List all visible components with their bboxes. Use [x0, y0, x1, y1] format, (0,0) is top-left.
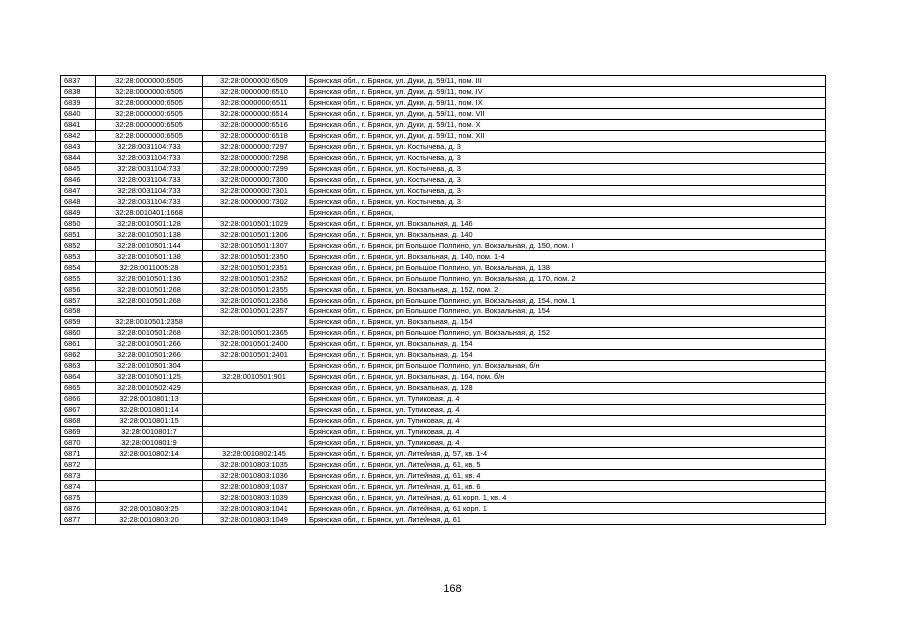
row-number-cell: 6854: [61, 262, 96, 273]
table-row: [61, 130, 826, 141]
cadastral-number-cell: 32:28:0010401:1668: [96, 207, 203, 218]
object-cadastral-number-cell: 32:28:0010501:2350: [203, 251, 306, 262]
address-cell: Брянская обл., г. Брянск, ул. Костычева, д. 3: [306, 163, 826, 174]
cadastral-number-cell: 32:28:0031104:733: [96, 163, 203, 174]
cadastral-number-cell: 32:28:0010803:25: [96, 503, 203, 514]
table-row: [61, 437, 826, 448]
address-cell: Брянская обл., г. Брянск, ул. Тупиковая, д. 4: [306, 393, 826, 404]
object-cadastral-number-cell: 32:28:0010803:1041: [203, 503, 306, 514]
cadastral-number-cell: 32:28:0000000:6505: [96, 130, 203, 141]
row-number-cell: 6842: [61, 130, 96, 141]
row-number-cell: 6841: [61, 119, 96, 130]
object-cadastral-number-cell: 32:28:0000000:7301: [203, 185, 306, 196]
address-cell: Брянская обл., г. Брянск, ул. Дуки, д. 59/11, пом. IX: [306, 97, 826, 108]
row-number-cell: 6847: [61, 185, 96, 196]
cadastral-number-cell: 32:28:0010502:429: [96, 382, 203, 393]
cadastral-number-cell: 32:28:0010801:9: [96, 437, 203, 448]
object-cadastral-number-cell: 32:28:0010501:2356: [203, 295, 306, 306]
address-cell: Брянская обл., г. Брянск, ул. Тупиковая, д. 4: [306, 437, 826, 448]
address-cell: Брянская обл., г. Брянск, ул. Вокзальная, д. 164, пом. б/н: [306, 371, 826, 382]
cadastral-number-cell: [96, 481, 203, 492]
address-cell: Брянская обл., г. Брянск, ул. Вокзальная, д. 140: [306, 229, 826, 240]
table-row: [61, 404, 826, 415]
row-number-cell: 6837: [61, 76, 96, 87]
table-row: [61, 316, 826, 327]
table-row: [61, 415, 826, 426]
address-cell: Брянская обл., г. Брянск, ул. Тупиковая, д. 4: [306, 404, 826, 415]
address-cell: Брянская обл., г. Брянск, ул. Дуки, д. 59/11, пом. VII: [306, 108, 826, 119]
address-cell: Брянская обл., г. Брянск, ул. Тупиковая, д. 4: [306, 426, 826, 437]
cadastral-number-cell: 32:28:0010501:268: [96, 284, 203, 295]
row-number-cell: 6868: [61, 415, 96, 426]
row-number-cell: 6870: [61, 437, 96, 448]
object-cadastral-number-cell: 32:28:0010501:901: [203, 371, 306, 382]
address-cell: Брянская обл., г. Брянск,: [306, 207, 826, 218]
row-number-cell: 6861: [61, 338, 96, 349]
table-row: [61, 295, 826, 306]
address-cell: Брянская обл., г. Брянск, ул. Литейная, д. 61, кв. 6: [306, 481, 826, 492]
row-number-cell: 6864: [61, 371, 96, 382]
cadastral-number-cell: 32:28:0010501:128: [96, 218, 203, 229]
address-cell: Брянская обл., г. Брянск, ул. Дуки, д. 59/11, пом. XII: [306, 130, 826, 141]
object-cadastral-number-cell: 32:28:0010501:2351: [203, 262, 306, 273]
object-cadastral-number-cell: [203, 437, 306, 448]
object-cadastral-number-cell: 32:28:0010803:1037: [203, 481, 306, 492]
row-number-cell: 6840: [61, 108, 96, 119]
table-row: [61, 76, 826, 87]
cadastral-number-cell: 32:28:0010501:268: [96, 327, 203, 338]
cadastral-number-cell: 32:28:0010801:7: [96, 426, 203, 437]
row-number-cell: 6867: [61, 404, 96, 415]
object-cadastral-number-cell: [203, 415, 306, 426]
address-cell: Брянская обл., г. Брянск, ул. Вокзальная, д. 128: [306, 382, 826, 393]
object-cadastral-number-cell: 32:28:0000000:7298: [203, 152, 306, 163]
row-number-cell: 6860: [61, 327, 96, 338]
cadastral-number-cell: 32:28:0031104:733: [96, 196, 203, 207]
object-cadastral-number-cell: 32:28:0000000:6511: [203, 97, 306, 108]
table-row: [61, 371, 826, 382]
cadastral-number-cell: 32:28:0010801:15: [96, 415, 203, 426]
cadastral-number-cell: 32:28:0000000:6505: [96, 119, 203, 130]
cadastral-number-cell: 32:28:0010801:13: [96, 393, 203, 404]
row-number-cell: 6873: [61, 470, 96, 481]
table-row: [61, 470, 826, 481]
row-number-cell: 6862: [61, 349, 96, 360]
object-cadastral-number-cell: 32:28:0010501:2401: [203, 349, 306, 360]
table-row: [61, 459, 826, 470]
table-row: [61, 306, 826, 317]
address-cell: Брянская обл., г. Брянск, рп Большое Полпино, ул. Вокзальная, д. 152: [306, 327, 826, 338]
address-cell: Брянская обл., г. Брянск, ул. Костычева, д. 3: [306, 196, 826, 207]
table-row: [61, 448, 826, 459]
row-number-cell: 6877: [61, 514, 96, 525]
cadastral-number-cell: 32:28:0010501:266: [96, 349, 203, 360]
object-cadastral-number-cell: 32:28:0000000:7299: [203, 163, 306, 174]
table-row: [61, 196, 826, 207]
row-number-cell: 6849: [61, 207, 96, 218]
row-number-cell: 6852: [61, 240, 96, 251]
table-row: [61, 141, 826, 152]
table-body: [61, 76, 826, 525]
table-row: [61, 492, 826, 503]
object-cadastral-number-cell: 32:28:0000000:7297: [203, 141, 306, 152]
address-cell: Брянская обл., г. Брянск, ул. Литейная, д. 57, кв. 1-4: [306, 448, 826, 459]
address-cell: Брянская обл., г. Брянск, ул. Костычева, д. 3: [306, 141, 826, 152]
object-cadastral-number-cell: 32:28:0010501:2355: [203, 284, 306, 295]
table-row: [61, 349, 826, 360]
address-cell: Брянская обл., г. Брянск, ул. Костычева, д. 3: [306, 174, 826, 185]
address-cell: Брянская обл., г. Брянск, ул. Вокзальная, д. 154: [306, 349, 826, 360]
object-cadastral-number-cell: 32:28:0000000:6509: [203, 76, 306, 87]
cadastral-number-cell: 32:28:0031104:733: [96, 174, 203, 185]
table-row: [61, 284, 826, 295]
address-cell: Брянская обл., г. Брянск, ул. Вокзальная, д. 154: [306, 338, 826, 349]
object-cadastral-number-cell: 32:28:0000000:6510: [203, 86, 306, 97]
object-cadastral-number-cell: 32:28:0010501:2357: [203, 306, 306, 317]
cadastral-number-cell: 32:28:0031104:733: [96, 141, 203, 152]
row-number-cell: 6876: [61, 503, 96, 514]
address-cell: Брянская обл., г. Брянск, ул. Костычева, д. 3: [306, 185, 826, 196]
object-cadastral-number-cell: [203, 316, 306, 327]
object-cadastral-number-cell: 32:28:0010803:1039: [203, 492, 306, 503]
cadastral-number-cell: 32:28:0031104:733: [96, 185, 203, 196]
address-cell: Брянская обл., г. Брянск, ул. Дуки, д. 59/11, пом. III: [306, 76, 826, 87]
table-row: [61, 240, 826, 251]
cadastral-number-cell: 32:28:0031104:733: [96, 152, 203, 163]
row-number-cell: 6851: [61, 229, 96, 240]
row-number-cell: 6874: [61, 481, 96, 492]
object-cadastral-number-cell: 32:28:0010501:1029: [203, 218, 306, 229]
table-row: [61, 185, 826, 196]
cadastral-number-cell: 32:28:0010501:266: [96, 338, 203, 349]
table-row: [61, 273, 826, 284]
row-number-cell: 6872: [61, 459, 96, 470]
address-cell: Брянская обл., г. Брянск, рп Большое Полпино, ул. Вокзальная, д. 138: [306, 262, 826, 273]
cadastral-number-cell: 32:28:0000000:6505: [96, 97, 203, 108]
row-number-cell: 6871: [61, 448, 96, 459]
address-cell: Брянская обл., г. Брянск, ул. Литейная, д. 61 корп. 1, кв. 4: [306, 492, 826, 503]
object-cadastral-number-cell: [203, 393, 306, 404]
object-cadastral-number-cell: 32:28:0010501:2400: [203, 338, 306, 349]
address-cell: Брянская обл., г. Брянск, рп Большое Полпино, ул. Вокзальная, д. 154, пом. 1: [306, 295, 826, 306]
table-row: [61, 97, 826, 108]
cadastral-number-cell: 32:28:0010501:2358: [96, 316, 203, 327]
cadastral-number-cell: 32:28:0010501:138: [96, 229, 203, 240]
object-cadastral-number-cell: [203, 360, 306, 371]
cadastral-number-cell: [96, 470, 203, 481]
cadastral-number-cell: 32:28:0010501:138: [96, 251, 203, 262]
table-row: [61, 393, 826, 404]
table-row: [61, 163, 826, 174]
cadastral-number-cell: 32:28:0011005:28: [96, 262, 203, 273]
object-cadastral-number-cell: 32:28:0000000:6514: [203, 108, 306, 119]
object-cadastral-number-cell: 32:28:0000000:7302: [203, 196, 306, 207]
object-cadastral-number-cell: 32:28:0010501:2365: [203, 327, 306, 338]
table-row: [61, 108, 826, 119]
address-cell: Брянская обл., г. Брянск, ул. Литейная, д. 61: [306, 514, 826, 525]
object-cadastral-number-cell: 32:28:0000000:6516: [203, 119, 306, 130]
object-cadastral-number-cell: 32:28:0010803:1049: [203, 514, 306, 525]
table-row: [61, 503, 826, 514]
address-cell: Брянская обл., г. Брянск, рп Большое Полпино, ул. Вокзальная, б/н: [306, 360, 826, 371]
address-cell: Брянская обл., г. Брянск, ул. Литейная, д. 61 корп. 1: [306, 503, 826, 514]
cadastral-number-cell: 32:28:0010501:268: [96, 295, 203, 306]
row-number-cell: 6838: [61, 86, 96, 97]
table-row: [61, 360, 826, 371]
table-row: [61, 207, 826, 218]
address-cell: Брянская обл., г. Брянск, ул. Дуки, д. 59/11, пом. X: [306, 119, 826, 130]
table-row: [61, 119, 826, 130]
cadastral-number-cell: [96, 306, 203, 317]
row-number-cell: 6857: [61, 295, 96, 306]
table-row: [61, 174, 826, 185]
object-cadastral-number-cell: [203, 382, 306, 393]
object-cadastral-number-cell: [203, 426, 306, 437]
table-row: [61, 86, 826, 97]
cadastral-number-cell: 32:28:0010501:125: [96, 371, 203, 382]
cadastral-number-cell: 32:28:0010501:136: [96, 273, 203, 284]
address-cell: Брянская обл., г. Брянск, рп Большое Полпино, ул. Вокзальная, д. 170, пом. 2: [306, 273, 826, 284]
row-number-cell: 6869: [61, 426, 96, 437]
object-cadastral-number-cell: 32:28:0010802:145: [203, 448, 306, 459]
object-cadastral-number-cell: 32:28:0010803:1035: [203, 459, 306, 470]
address-cell: Брянская обл., г. Брянск, ул. Вокзальная, д. 154: [306, 316, 826, 327]
object-cadastral-number-cell: 32:28:0010501:1306: [203, 229, 306, 240]
cadastral-number-cell: 32:28:0010802:14: [96, 448, 203, 459]
object-cadastral-number-cell: 32:28:0000000:7300: [203, 174, 306, 185]
row-number-cell: 6865: [61, 382, 96, 393]
row-number-cell: 6845: [61, 163, 96, 174]
table-row: [61, 218, 826, 229]
row-number-cell: 6859: [61, 316, 96, 327]
address-cell: Брянская обл., г. Брянск, рп Большое Полпино, ул. Вокзальная, д. 154: [306, 306, 826, 317]
row-number-cell: 6863: [61, 360, 96, 371]
table-row: [61, 481, 826, 492]
row-number-cell: 6848: [61, 196, 96, 207]
table-row: [61, 229, 826, 240]
object-cadastral-number-cell: 32:28:0010501:2352: [203, 273, 306, 284]
row-number-cell: 6850: [61, 218, 96, 229]
cadastral-number-cell: 32:28:0010501:144: [96, 240, 203, 251]
row-number-cell: 6858: [61, 306, 96, 317]
cadastral-number-cell: [96, 492, 203, 503]
cadastral-number-cell: [96, 459, 203, 470]
table-row: [61, 262, 826, 273]
row-number-cell: 6844: [61, 152, 96, 163]
cadastral-number-cell: 32:28:0000000:6505: [96, 108, 203, 119]
table-row: [61, 426, 826, 437]
address-cell: Брянская обл., г. Брянск, ул. Вокзальная, д. 152, пом. 2: [306, 284, 826, 295]
page-number: 168: [443, 583, 462, 595]
address-cell: Брянская обл., г. Брянск, ул. Дуки, д. 59/11, пом. IV: [306, 86, 826, 97]
cadastral-number-cell: 32:28:0010803:20: [96, 514, 203, 525]
address-cell: Брянская обл., г. Брянск, ул. Вокзальная, д. 146: [306, 218, 826, 229]
table-row: [61, 152, 826, 163]
row-number-cell: 6846: [61, 174, 96, 185]
object-cadastral-number-cell: [203, 207, 306, 218]
address-cell: Брянская обл., г. Брянск, ул. Тупиковая, д. 4: [306, 415, 826, 426]
table-row: [61, 382, 826, 393]
table-row: [61, 327, 826, 338]
object-cadastral-number-cell: 32:28:0010501:1307: [203, 240, 306, 251]
row-number-cell: 6866: [61, 393, 96, 404]
row-number-cell: 6875: [61, 492, 96, 503]
row-number-cell: 6853: [61, 251, 96, 262]
address-cell: Брянская обл., г. Брянск, ул. Вокзальная, д. 140, пом. 1-4: [306, 251, 826, 262]
row-number-cell: 6855: [61, 273, 96, 284]
object-cadastral-number-cell: 32:28:0010803:1036: [203, 470, 306, 481]
cadastral-registry-table: [60, 75, 826, 525]
table-row: [61, 338, 826, 349]
row-number-cell: 6843: [61, 141, 96, 152]
row-number-cell: 6856: [61, 284, 96, 295]
cadastral-number-cell: 32:28:0000000:6505: [96, 86, 203, 97]
object-cadastral-number-cell: 32:28:0000000:6518: [203, 130, 306, 141]
cadastral-number-cell: 32:28:0010801:14: [96, 404, 203, 415]
cadastral-number-cell: 32:28:0010501:304: [96, 360, 203, 371]
table-row: [61, 251, 826, 262]
address-cell: Брянская обл., г. Брянск, рп Большое Полпино, ул. Вокзальная, д. 150, пом. I: [306, 240, 826, 251]
row-number-cell: 6839: [61, 97, 96, 108]
address-cell: Брянская обл., г. Брянск, ул. Литейная, д. 61, кв. 5: [306, 459, 826, 470]
address-cell: Брянская обл., г. Брянск, ул. Костычева, д. 3: [306, 152, 826, 163]
address-cell: Брянская обл., г. Брянск, ул. Литейная, д. 61, кв. 4: [306, 470, 826, 481]
cadastral-number-cell: 32:28:0000000:6505: [96, 76, 203, 87]
object-cadastral-number-cell: [203, 404, 306, 415]
table-row: [61, 514, 826, 525]
